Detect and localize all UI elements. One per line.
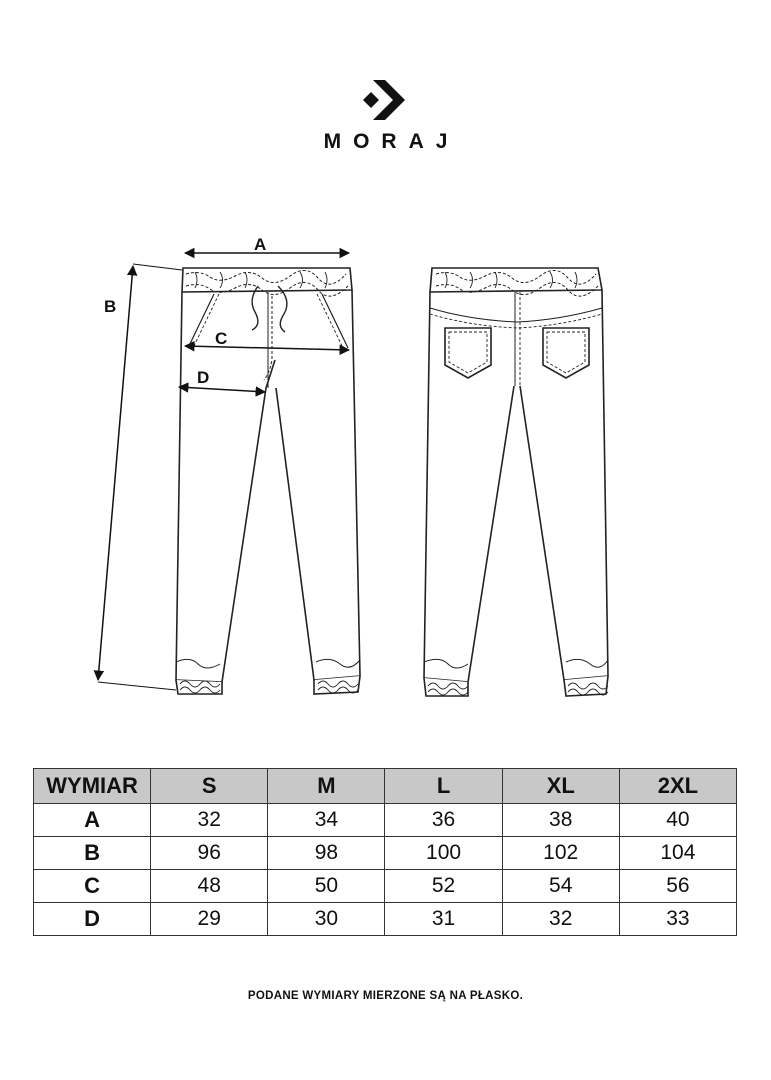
label-c: C <box>215 329 228 348</box>
label-d: D <box>197 368 210 387</box>
table-cell: 33 <box>619 903 736 936</box>
table-cell: 32 <box>151 804 268 837</box>
row-label: A <box>34 804 151 837</box>
table-cell: 50 <box>268 870 385 903</box>
table-cell: 52 <box>385 870 502 903</box>
table-cell: 100 <box>385 837 502 870</box>
row-label: D <box>34 903 151 936</box>
column-header: L <box>385 769 502 804</box>
table-cell: 98 <box>268 837 385 870</box>
table-cell: 56 <box>619 870 736 903</box>
table-row <box>34 903 737 936</box>
column-header: M <box>268 769 385 804</box>
row-label: B <box>34 837 151 870</box>
brand-name: MORAJ <box>323 130 460 153</box>
table-cell: 102 <box>502 837 619 870</box>
table-cell: 32 <box>502 903 619 936</box>
row-label: C <box>34 870 151 903</box>
label-a: A <box>254 235 267 254</box>
table-row <box>34 837 737 870</box>
table-header-row <box>34 769 737 804</box>
table-row <box>34 870 737 903</box>
measurement-lines <box>98 253 349 690</box>
table-cell: 54 <box>502 870 619 903</box>
column-header: XL <box>502 769 619 804</box>
column-header: WYMIAR <box>34 769 151 804</box>
measurement-note: PODANE WYMIARY MIERZONE SĄ NA PŁASKO. <box>247 990 524 1002</box>
size-table <box>33 768 737 936</box>
label-b: B <box>104 297 117 316</box>
table-cell: 48 <box>151 870 268 903</box>
table-cell: 30 <box>268 903 385 936</box>
table-cell: 104 <box>619 837 736 870</box>
table-cell: 40 <box>619 804 736 837</box>
table-cell: 36 <box>385 804 502 837</box>
table-cell: 96 <box>151 837 268 870</box>
table-cell: 38 <box>502 804 619 837</box>
pants-front-icon <box>176 268 360 694</box>
table-row <box>34 804 737 837</box>
table-cell: 31 <box>385 903 502 936</box>
pants-back-icon <box>424 268 608 696</box>
column-header: S <box>151 769 268 804</box>
table-cell: 29 <box>151 903 268 936</box>
column-header: 2XL <box>619 769 736 804</box>
table-cell: 34 <box>268 804 385 837</box>
